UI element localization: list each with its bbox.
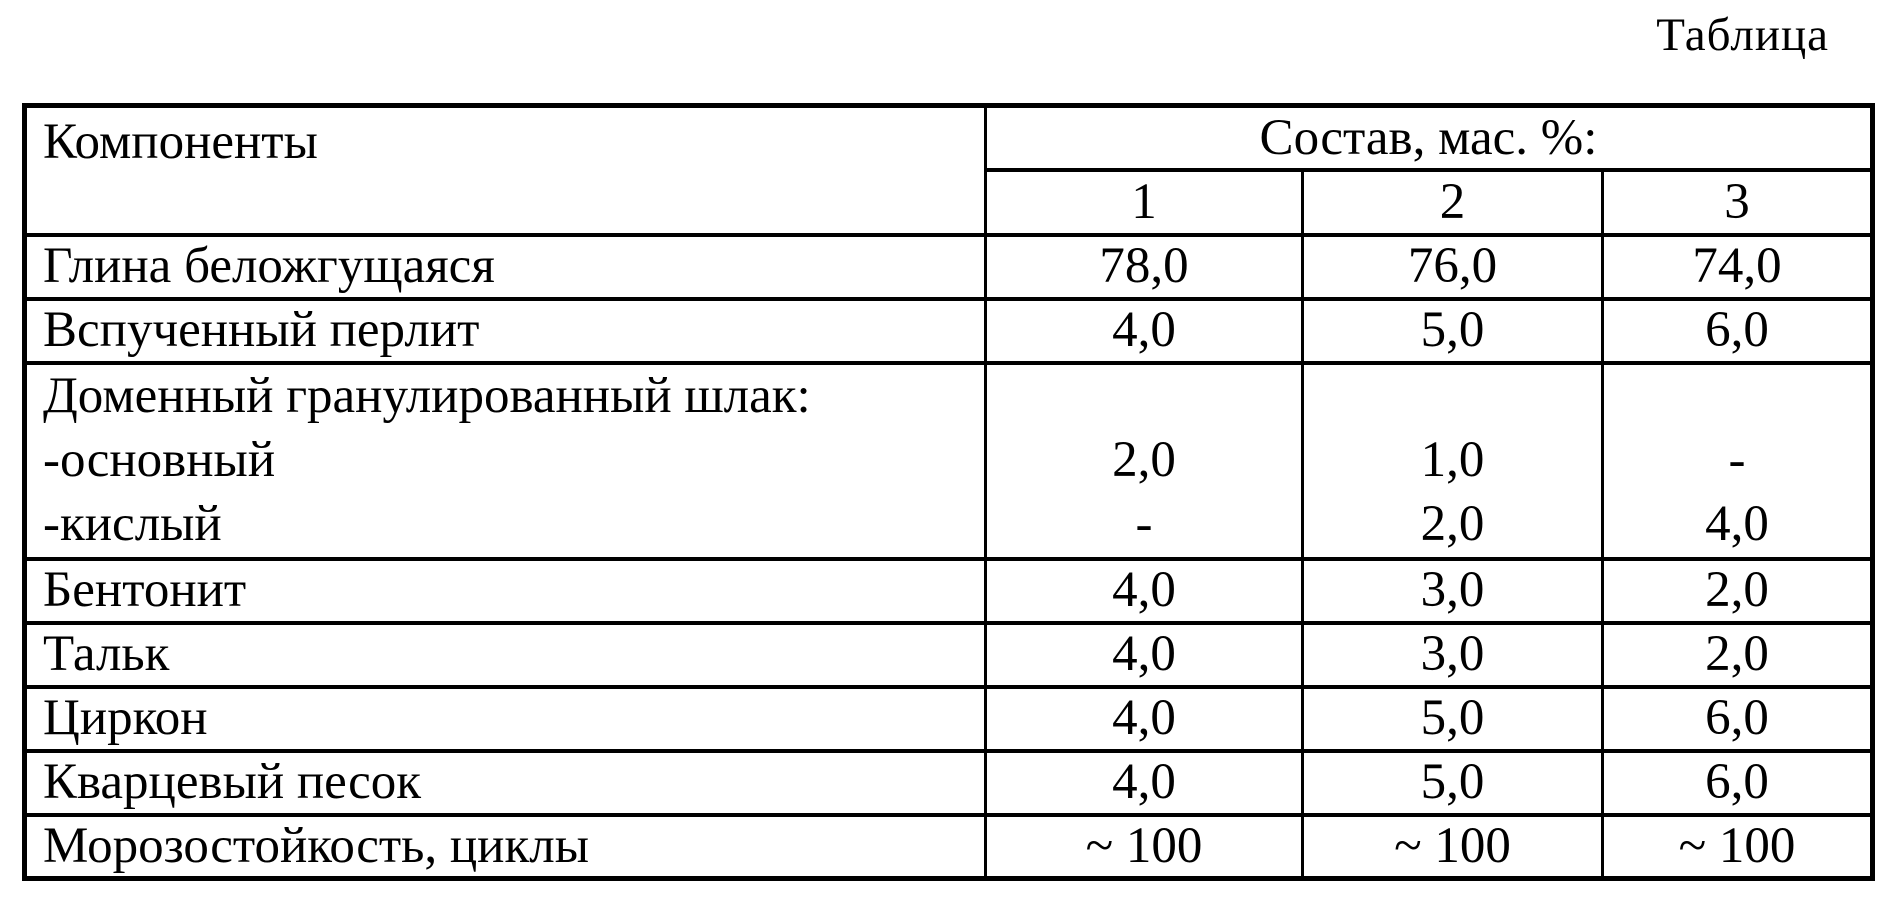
slag-value: 2,0 xyxy=(1112,432,1176,489)
table-row-bentonite xyxy=(25,559,1873,623)
slag-value: 2,0 xyxy=(1420,496,1485,553)
header-cell-variant-3: 3 xyxy=(1603,170,1873,235)
slag-value: - xyxy=(1728,432,1746,489)
header-cell-variant-1: 1 xyxy=(986,170,1303,235)
value-cell: 4,0 xyxy=(986,687,1303,751)
table-row-clay xyxy=(25,235,1873,299)
row-label-cell: Кварцевый песок xyxy=(25,751,986,815)
table-row-frost-resistance xyxy=(25,815,1873,879)
table-row-slag-group xyxy=(25,363,1873,559)
value-cell: 3,0 xyxy=(1303,559,1603,623)
value-cell: 5,0 xyxy=(1303,299,1603,363)
slag-value: 4,0 xyxy=(1705,496,1769,553)
table-row-quartz-sand xyxy=(25,751,1873,815)
row-label-cell: Циркон xyxy=(25,687,986,751)
row-label-cell: Вспученный перлит xyxy=(25,299,986,363)
value-cell: 4,0 xyxy=(986,559,1303,623)
value-cell: 2,0 xyxy=(1603,623,1873,687)
slag-value: 1,0 xyxy=(1420,432,1485,489)
value-cell: 3,0 xyxy=(1303,623,1603,687)
value-cell: 5,0 xyxy=(1303,751,1603,815)
value-cell: 6,0 xyxy=(1603,751,1873,815)
value-cell: ~ 100 xyxy=(986,815,1303,879)
slag-value-cell xyxy=(1603,363,1873,559)
value-cell: 78,0 xyxy=(986,235,1303,299)
slag-value-cell xyxy=(986,363,1303,559)
value-cell: 4,0 xyxy=(986,623,1303,687)
slag-value-cell xyxy=(1303,363,1603,559)
slag-group-header: Доменный гранулированный шлак: xyxy=(43,368,811,425)
value-cell: 6,0 xyxy=(1603,687,1873,751)
value-cell: 76,0 xyxy=(1303,235,1603,299)
empty-line xyxy=(987,365,1301,429)
value-cell: 5,0 xyxy=(1303,687,1603,751)
value-cell: 6,0 xyxy=(1603,299,1873,363)
header-row-composition xyxy=(25,106,1873,170)
empty-line xyxy=(1604,365,1870,429)
slag-value: - xyxy=(1135,496,1153,553)
value-cell: 2,0 xyxy=(1603,559,1873,623)
value-cell: 4,0 xyxy=(986,299,1303,363)
value-cell: 74,0 xyxy=(1603,235,1873,299)
value-cell: 4,0 xyxy=(986,751,1303,815)
table-caption: Таблица xyxy=(1656,9,1829,61)
row-label-cell: Тальк xyxy=(25,623,986,687)
table-row-perlite xyxy=(25,299,1873,363)
header-cell-variant-2: 2 xyxy=(1303,170,1603,235)
header-cell-components: Компоненты xyxy=(25,106,986,235)
slag-label-cell xyxy=(25,363,986,559)
row-label-cell: Глина беложгущаяся xyxy=(25,235,986,299)
header-cell-composition: Состав, мас. %: xyxy=(986,106,1873,170)
row-label-cell: Морозостойкость, циклы xyxy=(25,815,986,879)
slag-subrow-label-acid: -кислый xyxy=(43,496,222,553)
table-row-zircon xyxy=(25,687,1873,751)
table-row-talc xyxy=(25,623,1873,687)
composition-table xyxy=(22,103,1875,881)
empty-line xyxy=(1304,365,1601,429)
slag-subrow-label-basic: -основный xyxy=(43,432,276,489)
value-cell: ~ 100 xyxy=(1603,815,1873,879)
value-cell: ~ 100 xyxy=(1303,815,1603,879)
row-label-cell: Бентонит xyxy=(25,559,986,623)
